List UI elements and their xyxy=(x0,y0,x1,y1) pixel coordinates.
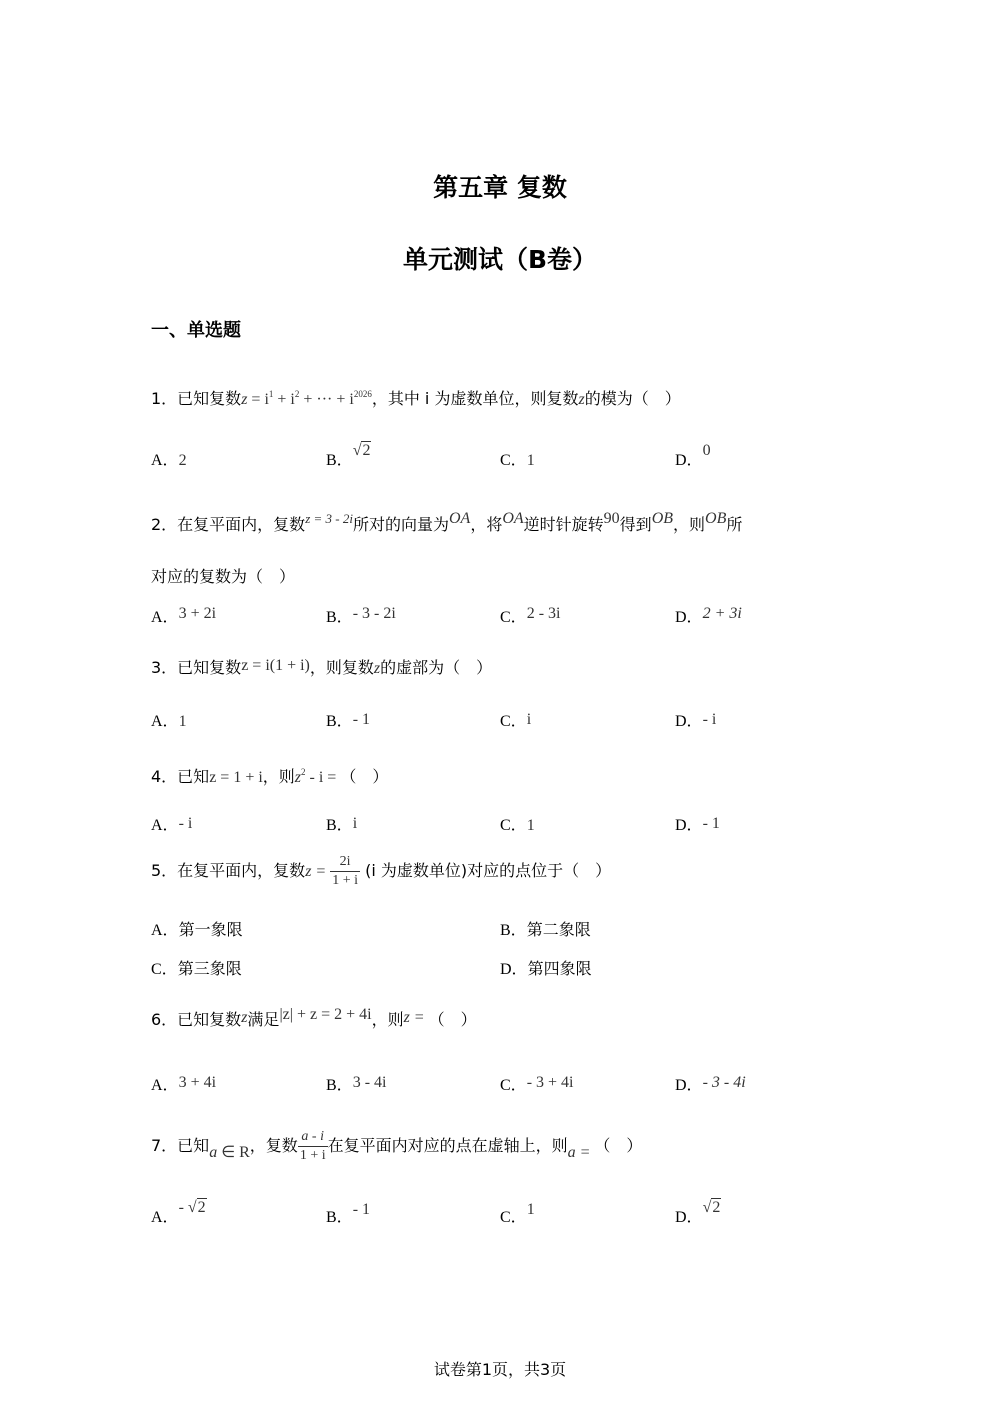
q6-option-d[interactable]: D．- 3 - 4i xyxy=(675,1074,746,1094)
q4-option-d[interactable]: D．- 1 xyxy=(675,815,720,834)
q5-option-d[interactable]: D．第四象限 xyxy=(500,959,592,978)
q2-option-a[interactable]: A．3 + 2i xyxy=(151,605,217,626)
q4-option-c[interactable]: C．1 xyxy=(500,817,535,834)
page-footer: 试卷第1页，共3页 xyxy=(433,1360,567,1379)
q7-option-a[interactable]: A．- √2 xyxy=(151,1199,206,1226)
q6-option-b[interactable]: B．3 - 4i xyxy=(326,1074,387,1094)
q7-option-b[interactable]: B．- 1 xyxy=(326,1201,371,1226)
question-5: 5．在复平面内，复数z = $\frac{2i}{1 + i}$ (i 为虚数单位)对应的点位于（ ） xyxy=(151,854,612,888)
q3-option-c[interactable]: C．i xyxy=(500,711,532,730)
q5-option-a[interactable]: A．第一象限 xyxy=(151,920,243,939)
question-2-line2: 对应的复数为（ ） xyxy=(151,567,296,586)
q6-option-a[interactable]: A．3 + 4i xyxy=(151,1074,217,1094)
q2-option-c[interactable]: C．2 - 3i xyxy=(500,605,561,626)
sqrt-symbol: √2 xyxy=(702,1199,721,1216)
question-7: 7．已知a ∈ R，复数 $\frac{a - i}{1 + i}$ 在复平面内对应的点在虚轴上，则a = （ ） xyxy=(151,1129,643,1163)
question-1: 1．已知复数$z = i^1 + i^2$ + ··· + $i^{2026}$，其中 i 为虚数单位，则复数z的模为（ ） xyxy=(151,389,681,408)
q7-option-d[interactable]: D．√2 xyxy=(675,1199,721,1226)
chapter-title: 第五章 复数 xyxy=(433,173,567,202)
q5-option-b[interactable]: B．第二象限 xyxy=(500,920,591,939)
test-subtitle: 单元测试（B卷） xyxy=(402,245,598,274)
q4-option-b[interactable]: B．i xyxy=(326,815,358,834)
question-4: 4．已知z = 1 + i，则$z^2$ - i = （ ） xyxy=(151,767,389,786)
q1-option-b[interactable]: B．√2 xyxy=(326,442,371,469)
question-2: 2．在复平面内，复数$^{z = 3 - 2i}$所对的向量为OA，将OA逆时针旋转90得到OB，则OB所 xyxy=(151,510,743,534)
q3-option-d[interactable]: D．- i xyxy=(675,711,717,730)
q2-option-d[interactable]: D．2 + 3i xyxy=(675,605,742,626)
q1-option-a[interactable]: A．2 xyxy=(151,452,187,469)
sqrt-symbol: √2 xyxy=(187,1199,206,1216)
question-3: 3．已知复数z = i(1 + i)，则复数z的虚部为（ ） xyxy=(151,657,493,677)
question-6: 6．已知复数z满足|z| + z = 2 + 4i，则z = （ ） xyxy=(151,1006,477,1029)
q2-option-b[interactable]: B．- 3 - 2i xyxy=(326,605,396,626)
q1-option-d[interactable]: D．0 xyxy=(675,442,711,469)
q1-option-c[interactable]: C．1 xyxy=(500,452,535,469)
fraction: $\frac{a - i}{1 + i}$ xyxy=(299,1129,326,1163)
section-heading: 一、单选题 xyxy=(151,320,241,341)
sqrt-symbol: √2 xyxy=(352,442,371,459)
q6-option-c[interactable]: C．- 3 + 4i xyxy=(500,1074,574,1094)
q7-option-c[interactable]: C．1 xyxy=(500,1201,535,1226)
q3-option-a[interactable]: A．1 xyxy=(151,713,187,730)
q4-option-a[interactable]: A．- i xyxy=(151,815,193,834)
q3-option-b[interactable]: B．- 1 xyxy=(326,711,371,730)
q5-option-c[interactable]: C．第三象限 xyxy=(151,959,242,978)
fraction: $\frac{2i}{1 + i}$ xyxy=(332,854,359,888)
